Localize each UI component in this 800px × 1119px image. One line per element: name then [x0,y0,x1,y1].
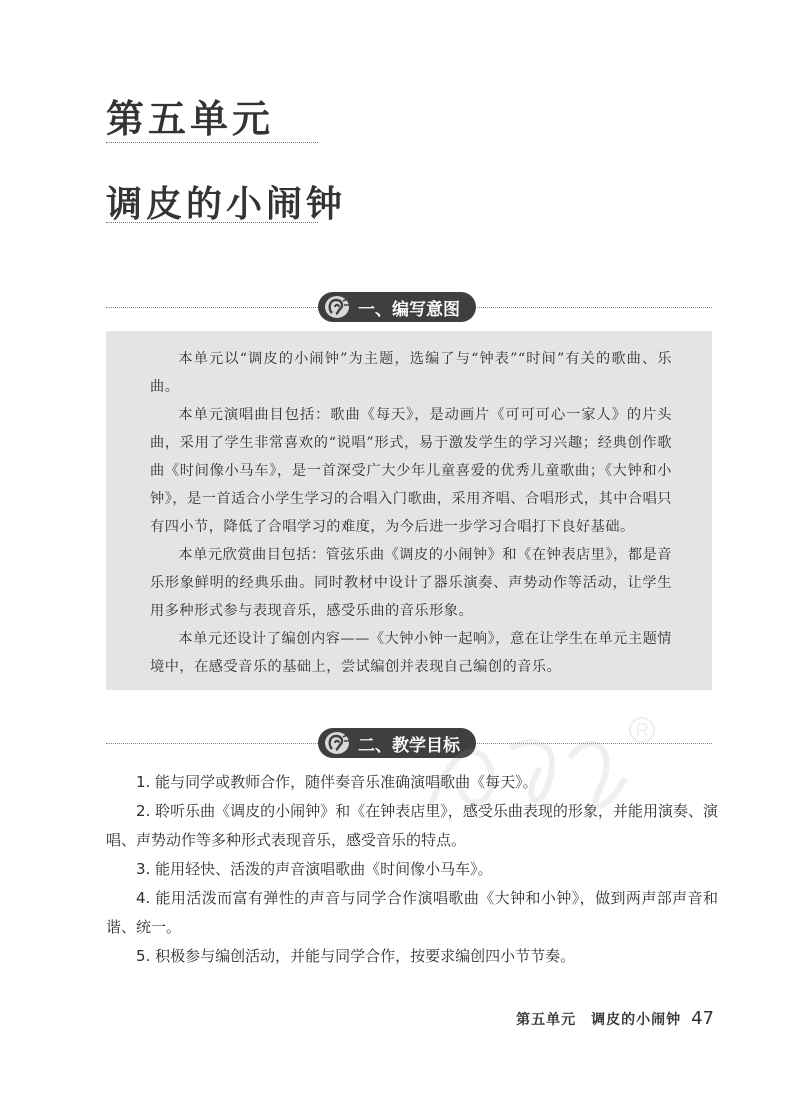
page-footer [516,1008,714,1029]
page-number: 47 [691,1008,714,1029]
unit-title-rule [106,142,318,143]
section1-label: 一、编写意图 [358,299,460,320]
section2-label: 二、教学目标 [358,735,460,756]
goals-list [106,768,718,971]
lesson-title-rule [106,222,318,223]
music-ear-icon [322,295,352,319]
intro-paragraph: 本单元还设计了编创内容——《大钟小钟一起响》，意在让学生在单元主题情境中，在感受音乐的基础上，尝试编创并表现自己编创的音乐。 [150,631,672,675]
goal-item: 5. 积极参与编创活动，并能与同学合作，按要求编创四小节节奏。 [136,947,576,965]
intro-box [106,331,712,690]
intro-paragraph: 本单元欣赏曲目包括：管弦乐曲《调皮的小闹钟》和《在钟表店里》，都是音乐形象鲜明的经典乐曲。同时教材中设计了器乐演奏、声势动作等活动，让学生用多种形式参与表现音乐，感受乐曲的音乐形象。 [150,547,672,619]
goal-item: 3. 能用轻快、活泼的声音演唱歌曲《时间像小马车》。 [136,860,493,878]
lesson-title: 调皮的小闹钟 [106,184,347,225]
goal-item: 4. 能用活泼而富有弹性的声音与同学合作演唱歌曲《大钟和小钟》，做到两声部声音和谐、统一。 [106,889,718,936]
section1-badge [318,292,476,322]
intro-paragraph: 本单元演唱曲目包括：歌曲《每天》，是动画片《可可可心一家人》的片头曲，采用了学生非常喜欢的“说唱”形式，易于激发学生的学习兴趣；经典创作歌曲《时间像小马车》，是一首深受广大少年儿童喜爱的优秀儿童歌曲；《大钟和小钟》，是一首适合小学生学习的合唱入门歌曲，采用齐唱、合唱形式，其中合唱只有四小节，降低了合唱学习的难度，为今后进一步学习合唱打下良好基础。 [150,407,672,535]
intro-paragraph: 本单元以“调皮的小闹钟”为主题，选编了与“钟表”“时间”有关的歌曲、乐曲。 [150,351,672,395]
goal-item: 1. 能与同学或教师合作，随伴奏音乐准确演唱歌曲《每天》。 [136,773,538,791]
goal-item: 2. 聆听乐曲《调皮的小闹钟》和《在钟表店里》，感受乐曲表现的形象，并能用演奏、演唱、声势动作等多种形式表现音乐，感受音乐的特点。 [106,802,718,849]
unit-title: 第五单元 [106,97,275,141]
section2-badge [318,728,476,758]
running-head: 第五单元 调皮的小闹钟 [516,1012,682,1028]
music-ear-icon [322,731,352,755]
